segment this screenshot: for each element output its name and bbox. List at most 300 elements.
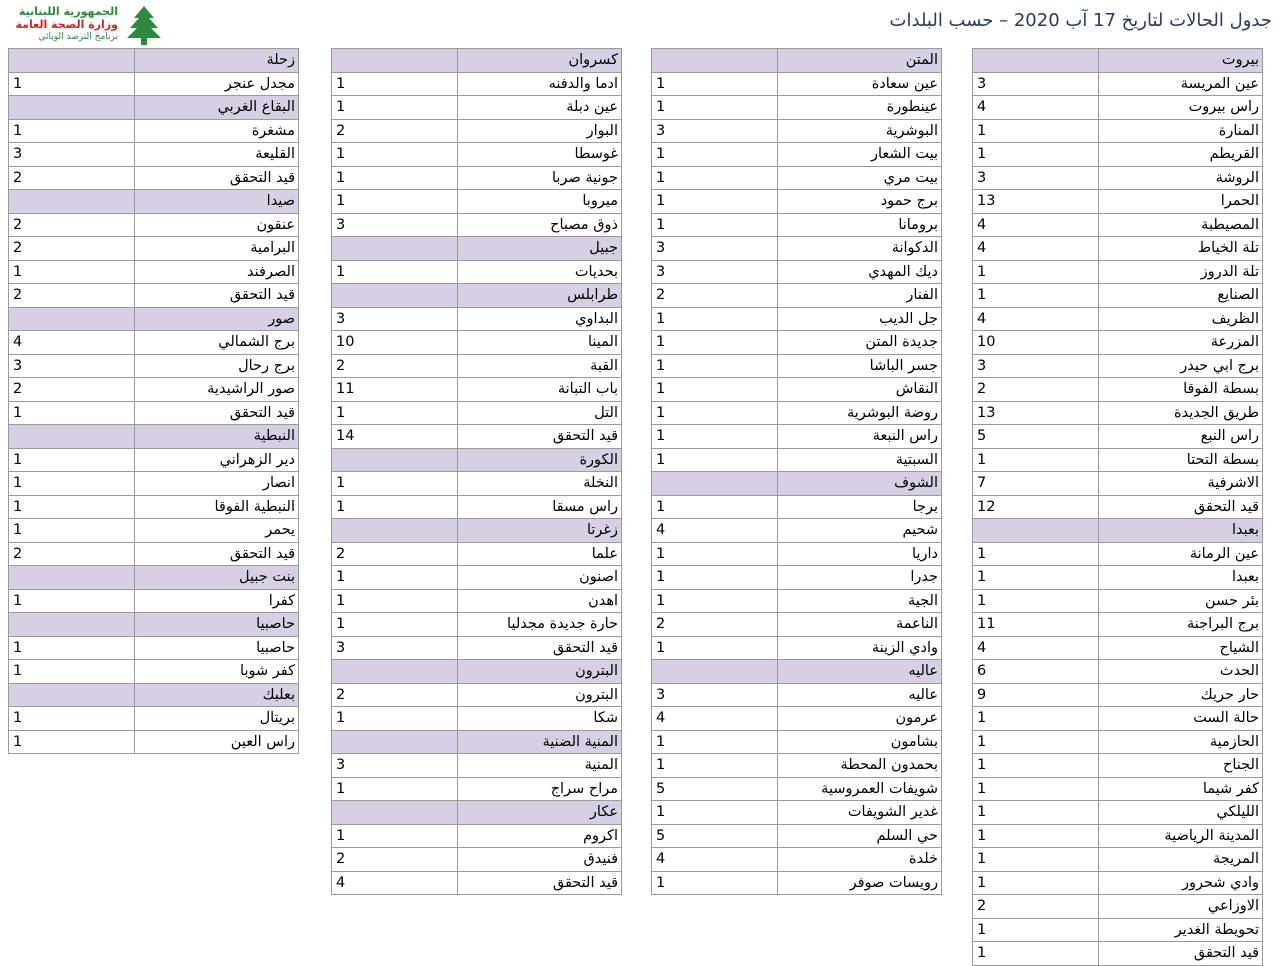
district-header-row [9, 425, 299, 449]
case-count: 3 [332, 213, 458, 237]
table-row [9, 542, 299, 566]
case-count: 3 [332, 307, 458, 331]
table-row [973, 660, 1263, 684]
table-row [973, 777, 1263, 801]
town-name: التل [458, 401, 622, 425]
case-count [9, 49, 135, 73]
town-name: تحويطة الغدير [1099, 918, 1263, 942]
town-name: مجدل عنجر [135, 72, 299, 96]
case-count: 1 [973, 801, 1099, 825]
table-row [973, 378, 1263, 402]
town-name: جونية صربا [458, 166, 622, 190]
town-name: الدكوانة [778, 237, 942, 261]
case-count: 2 [9, 284, 135, 308]
case-count: 1 [973, 824, 1099, 848]
logo-line-program: برنامج الترصد الوبائي [38, 32, 118, 42]
table-row [9, 166, 299, 190]
case-count: 1 [9, 589, 135, 613]
table-row [652, 213, 942, 237]
town-name: اصنون [458, 566, 622, 590]
town-name: القبة [458, 354, 622, 378]
case-count: 1 [973, 754, 1099, 778]
case-count: 1 [652, 589, 778, 613]
case-count: 1 [332, 96, 458, 120]
case-count [332, 237, 458, 261]
district-header-row [9, 190, 299, 214]
table-row [973, 871, 1263, 895]
district-name: بعبدا [1099, 519, 1263, 543]
case-count: 3 [9, 143, 135, 167]
town-name: راس بيروت [1099, 96, 1263, 120]
town-name: بيت مري [778, 166, 942, 190]
case-count [652, 472, 778, 496]
town-name: الحمرا [1099, 190, 1263, 214]
table-row [973, 284, 1263, 308]
district-header-row [9, 613, 299, 637]
case-count [332, 730, 458, 754]
town-name: قيد التحقق [135, 401, 299, 425]
district-header-row [9, 683, 299, 707]
case-count: 6 [973, 660, 1099, 684]
town-name: المدينة الرياضية [1099, 824, 1263, 848]
case-count: 2 [332, 354, 458, 378]
case-count: 1 [332, 401, 458, 425]
case-count: 2 [332, 119, 458, 143]
table-row [973, 425, 1263, 449]
table-row [9, 636, 299, 660]
table-row [652, 237, 942, 261]
table-row [973, 801, 1263, 825]
town-name: يحمر [135, 519, 299, 543]
town-name: الجناح [1099, 754, 1263, 778]
district-name: عكار [458, 801, 622, 825]
district-name: بيروت [1099, 49, 1263, 73]
table-row [9, 284, 299, 308]
town-name: قيد التحقق [458, 425, 622, 449]
table-row [973, 730, 1263, 754]
table-row [652, 143, 942, 167]
table-row [652, 754, 942, 778]
case-count: 3 [332, 636, 458, 660]
town-name: شويفات العمروسية [778, 777, 942, 801]
case-count [973, 519, 1099, 543]
table-row [973, 190, 1263, 214]
table-row [652, 801, 942, 825]
case-count: 1 [332, 495, 458, 519]
case-count: 3 [973, 354, 1099, 378]
town-name: كفر شيما [1099, 777, 1263, 801]
ministry-logo [8, 2, 168, 48]
town-name: قيد التحقق [458, 871, 622, 895]
table-row [332, 72, 622, 96]
case-count [332, 519, 458, 543]
town-name: فنيدق [458, 848, 622, 872]
town-name: جديدة المتن [778, 331, 942, 355]
case-count: 1 [973, 566, 1099, 590]
case-count: 1 [332, 143, 458, 167]
case-count [9, 683, 135, 707]
table-row [332, 871, 622, 895]
town-name: القليعة [135, 143, 299, 167]
case-count: 1 [652, 425, 778, 449]
case-count: 3 [652, 119, 778, 143]
logo-line-republic: الجمهورية اللبنانية [18, 5, 118, 18]
table-row [332, 566, 622, 590]
table-row [652, 401, 942, 425]
case-count: 12 [973, 495, 1099, 519]
table-row [973, 448, 1263, 472]
table-row [332, 119, 622, 143]
town-name: البداوي [458, 307, 622, 331]
table-row [973, 354, 1263, 378]
table-row [973, 143, 1263, 167]
table-row [332, 495, 622, 519]
table-row [973, 848, 1263, 872]
case-count: 1 [9, 636, 135, 660]
case-count: 5 [652, 777, 778, 801]
table-row [973, 566, 1263, 590]
district-header-row [652, 472, 942, 496]
town-name: المنارة [1099, 119, 1263, 143]
town-name: ميروبا [458, 190, 622, 214]
case-count: 1 [652, 143, 778, 167]
district-name: زحلة [135, 49, 299, 73]
town-name: مراح سراج [458, 777, 622, 801]
town-name: قيد التحقق [458, 636, 622, 660]
case-count: 1 [9, 495, 135, 519]
district-name: الشوف [778, 472, 942, 496]
table-row [332, 542, 622, 566]
district-name: المنية الضنية [458, 730, 622, 754]
case-count: 4 [9, 331, 135, 355]
district-header-row [332, 519, 622, 543]
table-row [652, 519, 942, 543]
town-name: عينطورة [778, 96, 942, 120]
table-row [652, 707, 942, 731]
table-row [652, 824, 942, 848]
case-count: 1 [9, 448, 135, 472]
case-count: 1 [332, 166, 458, 190]
town-name: برج البراجنة [1099, 613, 1263, 637]
town-name: راس النبع [1099, 425, 1263, 449]
table-row [652, 331, 942, 355]
table-row [332, 777, 622, 801]
district-header-row [973, 49, 1263, 73]
table-row [973, 636, 1263, 660]
case-count: 2 [9, 237, 135, 261]
case-count: 1 [973, 284, 1099, 308]
case-count: 3 [332, 754, 458, 778]
town-name: جدرا [778, 566, 942, 590]
table-row [9, 448, 299, 472]
case-count: 1 [332, 472, 458, 496]
case-count: 7 [973, 472, 1099, 496]
district-name: كسروان [458, 49, 622, 73]
case-count: 9 [973, 683, 1099, 707]
case-count: 1 [9, 660, 135, 684]
district-header-row [332, 49, 622, 73]
case-count: 3 [973, 166, 1099, 190]
case-count: 1 [652, 190, 778, 214]
case-count: 2 [332, 848, 458, 872]
table-row [332, 260, 622, 284]
case-count: 4 [332, 871, 458, 895]
table-row [9, 378, 299, 402]
town-name: علما [458, 542, 622, 566]
town-name: شحيم [778, 519, 942, 543]
case-count: 4 [652, 707, 778, 731]
table-column-bekaa-south [8, 48, 299, 754]
town-name: الليلكي [1099, 801, 1263, 825]
table-row [973, 589, 1263, 613]
table-row [332, 401, 622, 425]
table-row [652, 495, 942, 519]
case-count: 4 [973, 96, 1099, 120]
town-name: الفنار [778, 284, 942, 308]
town-name: برومانا [778, 213, 942, 237]
case-count: 1 [652, 542, 778, 566]
town-name: حارة جديدة مجدليا [458, 613, 622, 637]
town-name: الجية [778, 589, 942, 613]
case-count: 2 [332, 683, 458, 707]
case-count: 1 [973, 542, 1099, 566]
town-name: الشياح [1099, 636, 1263, 660]
case-count: 4 [973, 237, 1099, 261]
case-count: 5 [973, 425, 1099, 449]
table-row [9, 707, 299, 731]
table-row [652, 378, 942, 402]
table-row [973, 895, 1263, 919]
case-count: 1 [973, 448, 1099, 472]
page-title: جدول الحالات لتاريخ 17 آب 2020 – حسب البلدات [889, 10, 1272, 31]
table-row [973, 401, 1263, 425]
table-row [973, 237, 1263, 261]
district-header-row [332, 660, 622, 684]
case-count: 1 [9, 519, 135, 543]
cases-table [331, 48, 622, 895]
case-count: 1 [652, 636, 778, 660]
case-count: 1 [973, 918, 1099, 942]
table-row [9, 589, 299, 613]
case-count: 1 [9, 72, 135, 96]
town-name: بريتال [135, 707, 299, 731]
town-name: برج رحال [135, 354, 299, 378]
table-row [9, 519, 299, 543]
case-count [652, 660, 778, 684]
table-row [332, 190, 622, 214]
district-name: بنت جبيل [135, 566, 299, 590]
table-row [973, 166, 1263, 190]
table-row [332, 472, 622, 496]
district-header-row [332, 448, 622, 472]
town-name: حار حريك [1099, 683, 1263, 707]
case-count: 1 [973, 119, 1099, 143]
town-name: باب التبانة [458, 378, 622, 402]
case-count: 1 [973, 777, 1099, 801]
town-name: انصار [135, 472, 299, 496]
table-row [973, 613, 1263, 637]
town-name: النبطية الفوقا [135, 495, 299, 519]
case-count [332, 801, 458, 825]
town-name: جل الديب [778, 307, 942, 331]
table-row [652, 307, 942, 331]
case-count: 4 [973, 307, 1099, 331]
table-row [973, 754, 1263, 778]
table-row [973, 260, 1263, 284]
town-name: بحمدون المحطة [778, 754, 942, 778]
case-count: 13 [973, 190, 1099, 214]
district-name: عاليه [778, 660, 942, 684]
case-count: 1 [332, 190, 458, 214]
table-row [332, 636, 622, 660]
table-row [9, 213, 299, 237]
district-header-row [9, 49, 299, 73]
town-name: عاليه [778, 683, 942, 707]
table-row [332, 425, 622, 449]
case-count: 2 [9, 166, 135, 190]
town-name: تلة الخياط [1099, 237, 1263, 261]
case-count: 1 [973, 707, 1099, 731]
table-row [332, 824, 622, 848]
case-count: 2 [332, 542, 458, 566]
table-row [332, 213, 622, 237]
town-name: المزرعة [1099, 331, 1263, 355]
case-count: 1 [652, 730, 778, 754]
district-name: بعلبك [135, 683, 299, 707]
district-name: البترون [458, 660, 622, 684]
case-count: 10 [332, 331, 458, 355]
cases-table [972, 48, 1263, 966]
case-count: 1 [332, 72, 458, 96]
town-name: راس العين [135, 730, 299, 754]
case-count: 1 [332, 613, 458, 637]
case-count [9, 425, 135, 449]
table-row [652, 425, 942, 449]
case-count [652, 49, 778, 73]
table-row [973, 96, 1263, 120]
table-row [652, 119, 942, 143]
table-row [973, 824, 1263, 848]
table-row [332, 354, 622, 378]
case-count: 1 [652, 448, 778, 472]
town-name: المنية [458, 754, 622, 778]
case-count: 1 [652, 166, 778, 190]
table-row [332, 307, 622, 331]
case-count: 1 [9, 260, 135, 284]
town-name: قيد التحقق [135, 542, 299, 566]
town-name: عرمون [778, 707, 942, 731]
table-row [9, 237, 299, 261]
case-count: 1 [652, 566, 778, 590]
table-column-metn-chouf-aley [651, 48, 942, 895]
case-count: 1 [332, 824, 458, 848]
case-count [9, 613, 135, 637]
case-count: 3 [652, 260, 778, 284]
district-name: الكورة [458, 448, 622, 472]
town-name: خلدة [778, 848, 942, 872]
case-count [332, 49, 458, 73]
town-name: عين دبلة [458, 96, 622, 120]
town-name: حي السلم [778, 824, 942, 848]
table-row [652, 190, 942, 214]
case-count: 1 [652, 754, 778, 778]
case-count: 1 [9, 472, 135, 496]
table-row [332, 378, 622, 402]
town-name: المصيطبة [1099, 213, 1263, 237]
town-name: ادما والدفنه [458, 72, 622, 96]
town-name: الاشرفية [1099, 472, 1263, 496]
table-row [9, 472, 299, 496]
table-row [332, 589, 622, 613]
table-row [973, 213, 1263, 237]
table-row [652, 636, 942, 660]
town-name: حالة الست [1099, 707, 1263, 731]
case-count [332, 284, 458, 308]
town-name: الناعمة [778, 613, 942, 637]
town-name: برج الشمالي [135, 331, 299, 355]
table-row [973, 683, 1263, 707]
table-row [9, 401, 299, 425]
case-count [9, 96, 135, 120]
cases-table [651, 48, 942, 895]
case-count: 13 [973, 401, 1099, 425]
district-header-row [332, 284, 622, 308]
case-count: 1 [332, 777, 458, 801]
town-name: طريق الجديدة [1099, 401, 1263, 425]
town-name: ذوق مصباح [458, 213, 622, 237]
case-count: 2 [973, 378, 1099, 402]
case-count: 2 [652, 613, 778, 637]
town-name: البوشرية [778, 119, 942, 143]
table-row [332, 96, 622, 120]
case-count: 1 [973, 942, 1099, 966]
table-row [973, 119, 1263, 143]
table-row [332, 166, 622, 190]
case-count: 1 [973, 730, 1099, 754]
table-row [973, 707, 1263, 731]
district-header-row [332, 801, 622, 825]
town-name: النقاش [778, 378, 942, 402]
case-count: 1 [652, 307, 778, 331]
table-row [652, 260, 942, 284]
table-row [652, 448, 942, 472]
district-name: حاصبيا [135, 613, 299, 637]
table-row [652, 683, 942, 707]
town-name: البترون [458, 683, 622, 707]
district-name: جبيل [458, 237, 622, 261]
town-name: الصرفند [135, 260, 299, 284]
town-name: صور الراشيدية [135, 378, 299, 402]
table-row [652, 871, 942, 895]
town-name: اهدن [458, 589, 622, 613]
case-count: 1 [652, 871, 778, 895]
table-row [332, 613, 622, 637]
table-column-north [331, 48, 622, 895]
case-count: 1 [652, 495, 778, 519]
case-count: 1 [9, 707, 135, 731]
table-row [652, 166, 942, 190]
case-count: 1 [973, 589, 1099, 613]
cedar-icon [122, 4, 166, 46]
table-row [973, 331, 1263, 355]
case-count: 5 [652, 824, 778, 848]
table-row [9, 331, 299, 355]
case-count: 1 [652, 801, 778, 825]
town-name: البوار [458, 119, 622, 143]
town-name: عين المريسة [1099, 72, 1263, 96]
district-header-row [9, 307, 299, 331]
table-row [9, 730, 299, 754]
